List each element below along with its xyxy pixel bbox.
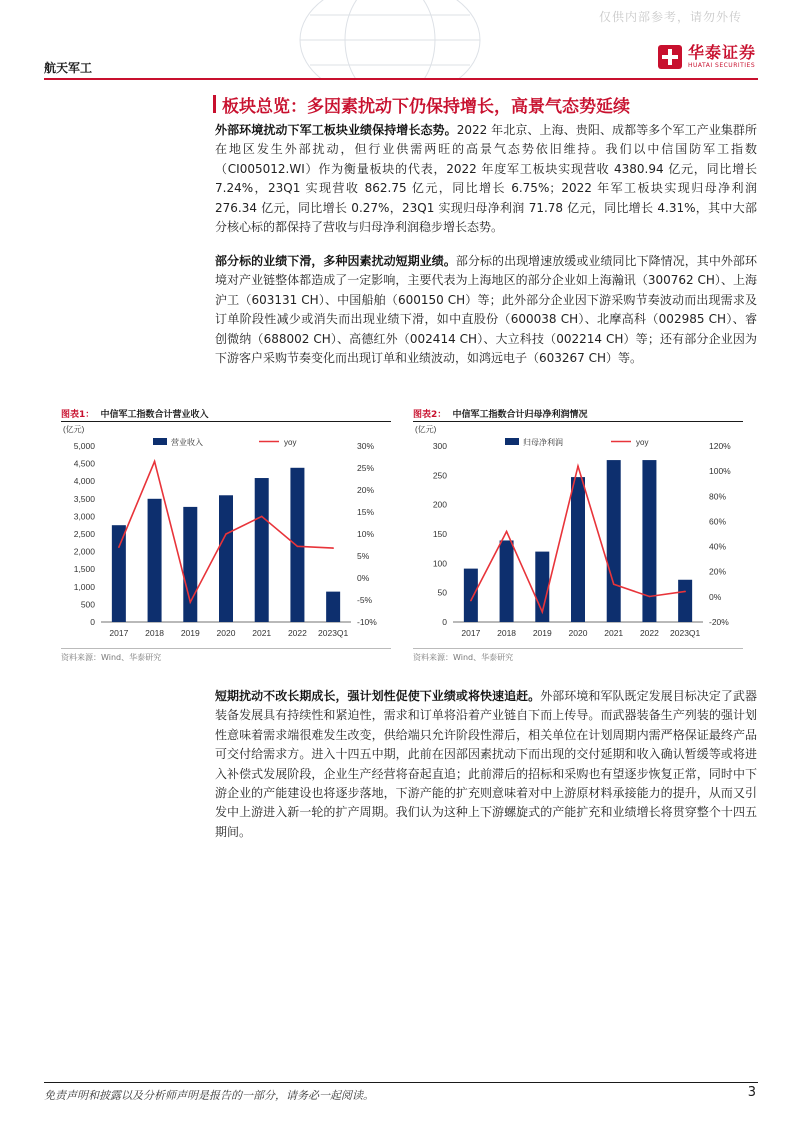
chart-2-source: 资料来源：Wind、华泰研究 — [413, 653, 514, 662]
x-tick-label: 2021 — [604, 628, 624, 638]
bar-营业收入-2017 — [112, 525, 126, 622]
y2-tick-label: 30% — [357, 441, 375, 451]
paragraph-1 — [215, 121, 757, 237]
line-point-2023Q1 — [684, 591, 686, 593]
line-point-2018 — [154, 461, 156, 463]
y2-tick-label: 0% — [357, 573, 370, 583]
chart-1-title-text: 中信军工指数合计营业收入 — [100, 410, 209, 420]
chart-1-source-rule — [61, 648, 391, 649]
line-point-2020 — [577, 465, 579, 467]
bar-营业收入-2019 — [183, 507, 197, 622]
watermark-text: 仅供内部参考，请勿外传 — [598, 10, 742, 24]
line-point-2017 — [118, 546, 120, 548]
paragraph-3-lead: 短期扰动不改长期成长，强计划性促使下业绩或将快速追赶。 — [215, 689, 541, 703]
chart-unit-label: (亿元) — [63, 425, 85, 434]
line-point-2019 — [541, 611, 543, 613]
huatai-logo — [658, 44, 756, 70]
x-tick-label: 2022 — [287, 628, 307, 638]
y-tick-label: 3,500 — [73, 493, 95, 504]
line-point-2021 — [261, 516, 263, 518]
paragraph-2-lead: 部分标的业绩下滑，多种因素扰动短期业绩。 — [215, 254, 456, 268]
y2-tick-label: -20% — [709, 617, 729, 627]
y-tick-label: 1,500 — [73, 564, 95, 575]
y-tick-label: 0 — [90, 617, 95, 627]
line-point-2023Q1 — [332, 547, 334, 549]
chart-2-label: 图表2： — [413, 410, 447, 420]
x-tick-label: 2020 — [568, 628, 588, 638]
y2-tick-label: 5% — [357, 551, 370, 561]
x-tick-label: 2019 — [180, 628, 200, 638]
chart-2-rule — [413, 421, 743, 422]
huatai-logo-icon — [658, 45, 682, 69]
chart-1-rule — [61, 421, 391, 422]
paragraph-1-body: 2022 年北京、上海、贵阳、成都等多个军工产业集群所在地区发生外部扰动，但行业供需两旺的高景气态势依旧维持。我们以中信国防军工指数（CI005012.WI）作为衡量板块的代表，2022 年度军工板块实现营收 4380.94 亿元，同比增长 7.24%，23Q1 实现营收 862.75 亿元，同比增长 6.75%；2022 年军工板块实现归母净利润 276.34 亿元，同比增长 0.27%，23Q1 实现归母净利润 71.78 亿元，同比增长 4.31%，其中大部分核心标的都保持了营收与归母净利润稳步增长态势。 — [215, 123, 757, 235]
bar-营业收入-2018 — [148, 499, 162, 622]
line-point-2019 — [189, 601, 191, 603]
y-tick-label: 0 — [442, 617, 447, 627]
footer-disclaimer: 免责声明和披露以及分析师声明是报告的一部分，请务必一起阅读。 — [44, 1089, 374, 1102]
y-tick-label: 150 — [432, 529, 447, 539]
y-tick-label: 1,000 — [73, 581, 95, 592]
y2-tick-label: 40% — [709, 541, 727, 552]
legend-line-label: yoy — [636, 438, 649, 447]
header-rule — [44, 78, 758, 80]
line-point-2022 — [297, 546, 299, 548]
page-number: 3 — [747, 1085, 756, 1100]
sector-label: 航天军工 — [44, 61, 93, 75]
legend-bar-swatch — [153, 438, 167, 445]
chart-2 — [413, 424, 743, 644]
legend-line-label: yoy — [284, 438, 297, 447]
y-tick-label: 2,000 — [73, 546, 95, 557]
logo-text-cn: 华泰证券 — [687, 43, 756, 62]
bar-归母净利润-2017 — [464, 569, 478, 622]
x-tick-label: 2019 — [532, 628, 552, 638]
paragraph-2-body: 部分标的出现增速放缓或业绩同比下降情况，其中外部环境对产业链整体都造成了一定影响，主要代表为上海地区的部分企业如上海瀚讯（300762 CH）、上海沪工（603131 CH）、中国船舶（600150 CH）等；此外部分企业因下游采购节奏波动而出现需求及订单阶段性减少或消失而出现业绩下滑，如中直股份（600038 CH）、北摩高科（002985 CH）、睿创微纳（688002 CH）、高德红外（002414 CH）、大立科技（002214 CH）等；还有部分企业因为下游客户采购节奏变化而出现订单和业绩波动，如鸿远电子（603267 CH）等。 — [215, 254, 757, 366]
footer-rule — [44, 1082, 758, 1083]
bar-归母净利润-2023Q1 — [678, 580, 692, 622]
y2-tick-label: 10% — [357, 529, 375, 539]
y2-tick-label: 20% — [709, 566, 727, 577]
legend-bar-swatch — [505, 438, 519, 445]
bar-归母净利润-2021 — [607, 460, 621, 622]
y-tick-label: 5,000 — [73, 441, 95, 451]
x-tick-label: 2020 — [216, 628, 236, 638]
y2-tick-label: 120% — [709, 441, 731, 451]
paragraph-3 — [215, 687, 757, 842]
chart-1-title — [61, 407, 209, 420]
paragraph-3-body: 外部环境和军队既定发展目标决定了武器装备发展具有持续性和紧迫性，需求和订单将沿着产业链自下而上传导。而武器装备生产列装的强计划性意味着需求端很难发生改变，供给端只允许阶段性滞后，相关单位在计划周期内需严格保证最终产品可交付给需求方。进入十四五中期，此前在因部因素扰动下而出现的交付延期和收入确认暂缓等或将进入补偿式发展阶段，企业生产经营将奋起直追；此前滞后的招标和采购也有望逐步恢复正常，同时中下游企业的产能建设也将逐步落地，下游产能的扩充则意味着对中上游原材料承接能力的提升，从而又引发中上游进入新一轮的扩产周期。我们认为这种上下游螺旋式的产能扩充和业绩增长将贯穿整个十四五期间。 — [215, 689, 757, 839]
y2-tick-label: 0% — [709, 591, 722, 602]
y2-tick-label: -10% — [357, 617, 377, 627]
bar-归母净利润-2018 — [500, 540, 514, 622]
y-tick-label: 2,500 — [73, 529, 95, 539]
x-tick-label: 2018 — [497, 628, 517, 638]
line-point-2017 — [470, 600, 472, 602]
globe-watermark-icon — [290, 0, 490, 78]
y2-tick-label: 80% — [709, 491, 727, 502]
x-tick-label: 2023Q1 — [318, 628, 349, 638]
chart-1 — [61, 424, 391, 644]
bar-营业收入-2020 — [219, 495, 233, 622]
y2-tick-label: 25% — [357, 463, 375, 473]
logo-text-en: HUATAI SECURITIES — [687, 62, 756, 69]
line-point-2022 — [649, 596, 651, 598]
chart-unit-label: (亿元) — [415, 425, 437, 434]
y-tick-label: 200 — [432, 499, 447, 510]
y-tick-label: 4,500 — [73, 458, 95, 469]
chart-1-source: 资料来源：Wind、华泰研究 — [61, 653, 162, 662]
line-point-2021 — [613, 583, 615, 585]
y-tick-label: 50 — [437, 587, 447, 598]
line-point-2018 — [506, 531, 508, 533]
y2-tick-label: 60% — [709, 516, 727, 527]
legend-bar-label: 归母净利润 — [523, 438, 563, 447]
chart-2-title-text: 中信军工指数合计归母净利润情况 — [452, 410, 588, 420]
bar-营业收入-2021 — [255, 478, 269, 622]
y2-tick-label: 100% — [709, 466, 731, 477]
chart-2-source-rule — [413, 648, 743, 649]
bar-营业收入-2022 — [290, 468, 304, 622]
x-tick-label: 2022 — [639, 628, 659, 638]
x-tick-label: 2017 — [461, 628, 481, 638]
y2-tick-label: 15% — [357, 507, 375, 517]
y-tick-label: 100 — [432, 558, 447, 569]
chart-2-title — [413, 407, 588, 420]
paragraph-2 — [215, 252, 757, 368]
legend-bar-label: 营业收入 — [171, 438, 203, 447]
y2-tick-label: -5% — [357, 595, 373, 605]
x-tick-label: 2023Q1 — [670, 628, 701, 638]
y-tick-label: 4,000 — [73, 476, 95, 487]
y-tick-label: 500 — [80, 599, 95, 610]
section-title: 板块总览：多因素扰动下仍保持增长，高景气态势延续 — [222, 97, 630, 117]
y-tick-label: 3,000 — [73, 511, 95, 522]
bar-营业收入-2023Q1 — [326, 592, 340, 622]
y-tick-label: 300 — [432, 441, 447, 451]
bar-归母净利润-2020 — [571, 477, 585, 622]
paragraph-1-lead: 外部环境扰动下军工板块业绩保持增长态势。 — [215, 123, 457, 137]
x-tick-label: 2021 — [252, 628, 272, 638]
y2-tick-label: 20% — [357, 485, 375, 495]
chart-1-label: 图表1： — [61, 410, 95, 420]
line-point-2020 — [225, 533, 227, 535]
x-tick-label: 2017 — [109, 628, 129, 638]
x-tick-label: 2018 — [145, 628, 165, 638]
y-tick-label: 250 — [432, 470, 447, 481]
bar-归母净利润-2022 — [642, 460, 656, 622]
section-title-marker — [213, 95, 216, 113]
